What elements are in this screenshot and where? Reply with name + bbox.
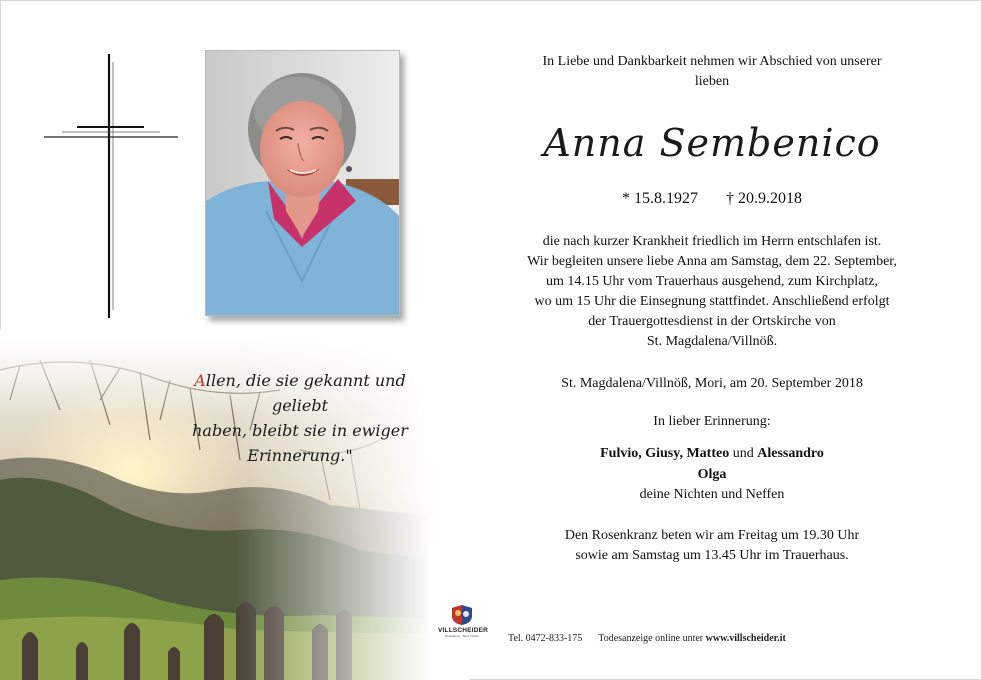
body-line: die nach kurzer Krankheit friedlich im Herrn entschlafen ist. [542,234,882,249]
footer-phone: Tel. 0472-833-175 [508,633,583,644]
footer-contact [508,632,786,646]
body-line: Wir begleiten unsere liebe Anna am Samstag, dem 22. September, [527,254,897,269]
family-conjunction: und [732,446,754,461]
family-names [494,444,930,506]
body-line: St. Magdalena/Villnöß. [646,334,778,349]
logo-name: VILLSCHEIDER [438,627,489,634]
crest-icon [449,604,475,626]
footer-online-text: Todesanzeige online unter [598,633,704,644]
family-line-3: deine Nichten und Neffen [639,487,785,502]
rosary-line-1: Den Rosenkranz beten wir am Freitag um 19.30 Uhr [564,528,860,543]
family-line-2: Olga [697,466,727,482]
remembrance-heading: In lieber Erinnerung: [653,414,771,429]
deceased-name: Anna Sembenico [543,121,881,165]
quote-initial: A [194,371,206,390]
death-date: † 20.9.2018 [726,190,802,207]
intro-line-1: In Liebe und Dankbarkeit nehmen wir Abschied von unserer [542,54,882,69]
cross-icon [44,52,178,320]
memorial-quote [170,368,430,468]
footer-url[interactable]: www.villscheider.it [705,633,786,644]
birth-date: * 15.8.1927 [622,190,698,207]
family-names-a: Fulvio, Giusy, Matteo [600,446,730,461]
villscheider-logo [438,604,489,654]
place-date: St. Magdalena/Villnöß, Mori, am 20. September 2018 [561,376,863,391]
body-line: wo um 15 Uhr die Einsegnung stattfindet. Anschließend erfolgt [534,294,890,309]
quote-line-3: Erinnerung." [247,446,353,465]
family-names-b: Alessandro [757,446,824,461]
intro-line-2: lieben [694,74,730,89]
body-line: um 14.15 Uhr vom Trauerhaus ausgehend, zum Kirchplatz, [545,274,879,289]
quote-line-2: haben, bleibt sie in ewiger [192,421,408,440]
logo-subtitle: Bestattung · Tanzi Fiorlini [445,634,479,638]
rosary-info [494,526,930,566]
rosary-line-2: sowie am Samstag um 13.45 Uhr im Trauerhaus. [575,548,849,563]
portrait-photo [205,50,400,316]
announcement-body [494,232,930,352]
body-line: der Trauergottesdienst in der Ortskirche von [588,314,836,329]
quote-line-1: llen, die sie gekannt und geliebt [205,371,406,415]
intro-text [494,52,930,92]
life-dates [494,188,930,210]
